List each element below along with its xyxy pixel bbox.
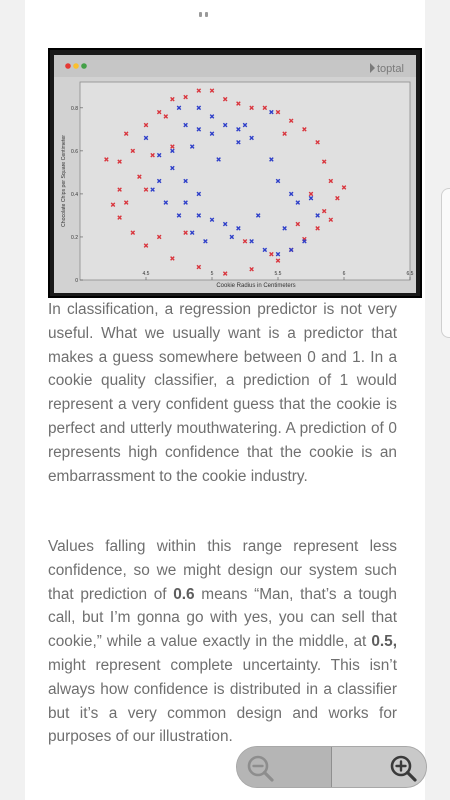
scroll-indicator[interactable] bbox=[441, 188, 450, 338]
window-dot bbox=[81, 63, 87, 69]
cut-off-text-fragment bbox=[199, 12, 239, 20]
x-axis-label: Cookie Radius in Centimeters bbox=[216, 283, 296, 289]
paragraph-2-part-3: might represent complete uncertainty. This isn’t always how confidence is distributed in a classifier but it’s a very common design and works for purposes of our illustration. bbox=[48, 656, 397, 746]
zoom-in-icon bbox=[388, 753, 418, 783]
bold-value-0-5: 0.5, bbox=[371, 633, 397, 651]
x-tick-label: 5 bbox=[210, 271, 214, 277]
scatter-plot bbox=[48, 48, 422, 298]
zoom-in-button[interactable] bbox=[332, 747, 426, 787]
window-dot bbox=[73, 63, 79, 69]
x-tick-label: 6 bbox=[342, 271, 346, 277]
x-tick-label: 6.5 bbox=[406, 271, 414, 277]
paragraph-2-part-2: means “Man, that’s a tough call, but I’m gonna go with yes, you can sell that cookie,” while a value exactly in the middle, at bbox=[48, 585, 397, 651]
zoom-control bbox=[236, 746, 427, 788]
bold-value-0-6: 0.6 bbox=[173, 585, 195, 603]
zoom-out-icon bbox=[245, 753, 275, 783]
y-tick-label: 0.6 bbox=[71, 148, 78, 155]
x-tick-label: 4.5 bbox=[142, 271, 150, 277]
paragraph-2 bbox=[48, 535, 397, 749]
zoom-out-button[interactable] bbox=[237, 747, 331, 787]
y-tick-label: 0.2 bbox=[71, 234, 78, 241]
plot-area bbox=[80, 82, 410, 280]
y-axis-label: Chocolate Chips per Square Centimeter bbox=[61, 135, 67, 227]
y-tick-label: 0.4 bbox=[71, 191, 78, 198]
x-tick-label: 5.5 bbox=[274, 271, 282, 277]
window-dots bbox=[65, 63, 87, 69]
watermark-text: toptal bbox=[377, 63, 404, 75]
y-tick-label: 0 bbox=[75, 278, 78, 284]
window-dot bbox=[65, 63, 71, 69]
paragraph-2-part-1: Values falling within this range represent less confidence, so we might design our system such that prediction of bbox=[48, 538, 397, 603]
paragraph-1: In classification, a regression predictor is not very useful. What we usually want is a predictor that makes a guess somewhere between 0 and 1. In a cookie quality classifier, a prediction of 1 would represent a very confident guess that the cookie is perfect and utterly mouthwatering. A prediction of 0 represents high confidence that the cookie is an embarrassment to the cookie industry. bbox=[48, 301, 397, 485]
scatter-figure bbox=[48, 48, 422, 298]
y-tick-label: 0.8 bbox=[71, 105, 78, 112]
